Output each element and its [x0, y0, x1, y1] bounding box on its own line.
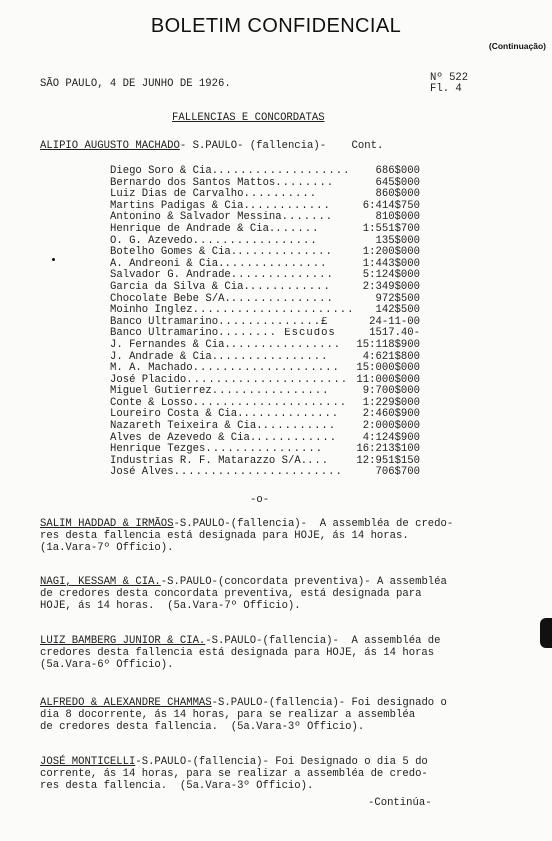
creditor-row: Miguel Gutierrez ................ 9:700$000 [110, 385, 420, 398]
creditor-row: Bernardo dos Santos Mattos ........ 645$000 [110, 176, 420, 189]
creditor-row: J. Fernandes & Cia. ............... 15:118$900 [110, 338, 420, 351]
case-name: ALIPIO AUGUSTO MACHADO [40, 140, 180, 152]
creditor-row: Salvador G. Andrade .............. 5:124$000 [110, 269, 420, 282]
notice-company: ALFREDO & ALEXANDRE CHAMMAS [40, 697, 212, 709]
notice-company: NAGI, KESSAM & CIA. [40, 576, 161, 588]
creditor-row: Henrique Tezges ................ 16:213$100 [110, 443, 420, 456]
first-case-heading [40, 140, 383, 153]
ink-dot [52, 258, 55, 261]
cont-label: Cont. [351, 140, 384, 152]
case-suffix: - S.PAULO- (fallencia)- [179, 140, 327, 152]
creditor-row: M. A. Machado .................... 15:000$000 [110, 362, 420, 375]
notice-company: JOSÉ MONTICELLI [40, 756, 136, 768]
creditor-row: Conte & Losso ..................... 1:229$000 [110, 396, 420, 409]
bulletin-title: BOLETIM CONFIDENCIAL [150, 15, 402, 37]
creditor-row: Antonino & Salvador Messina ....... 810$000 [110, 211, 420, 224]
creditor-list [110, 166, 420, 479]
creditor-row: Henrique de Andrade & Cia. ...... 1:551$700 [110, 222, 420, 235]
creditor-row: A. Andreoni & Cia. .............. 1:443$000 [110, 257, 420, 270]
notice-paragraph: JOSÉ MONTICELLI-S.PAULO-(fallencia)- Foi Designado o dia 5 do corrente, ás 14 horas, para se realizar a assembléa de credo- res desta fallencia. (5a.Vara-3º Officio). [40, 756, 428, 792]
creditor-row: José Alves ....................... 706$700 [110, 466, 420, 479]
creditor-row: Alves de Azevedo & Cia. ........... 4:124$900 [110, 431, 420, 444]
creditor-row: Luiz Dias de Carvalho .......... 860$000 [110, 188, 420, 201]
ink-blot [540, 618, 552, 648]
creditor-row: Botelho Gomes & Cia. ............. 1:200$000 [110, 246, 420, 259]
continua-label: -Continúa- [368, 797, 432, 809]
creditor-row: Chocolate Bebe S/A. .............. 972$500 [110, 292, 420, 305]
creditor-row: O. G. Azevedo ................. 135$000 [110, 234, 420, 247]
separator: -o- [250, 494, 270, 506]
sheet-number: Fl. 4 [430, 83, 462, 95]
creditor-row: Moinho Inglez ...................... 142$500 [110, 304, 420, 317]
creditor-row: José Placido ...................... 11:000$000 [110, 373, 420, 386]
creditor-row: Martins Padigas & Cia. ........... 6:414$750 [110, 199, 420, 212]
notice-paragraph: ALFREDO & ALEXANDRE CHAMMAS-S.PAULO-(fallencia)- Foi designado o dia 8 docorrente, ás 14 horas, para se realizar a assembléa de credores desta fallencia. (5a.Vara-3º Officio). [40, 697, 447, 733]
dateline: SÃO PAULO, 4 DE JUNHO DE 1926. [40, 78, 231, 90]
notice-paragraph: LUIZ BAMBERG JUNIOR & CIA.-S.PAULO-(fallencia)- A assembléa de credores desta fallencia está designada para HOJE, ás 14 horas (5a.Vara-6º Officio). [40, 635, 441, 671]
issue-number: Nº 522 [430, 72, 469, 84]
creditor-row: Nazareth Teixeira & Cia. .......... 2:000$000 [110, 420, 420, 433]
creditor-row: Diego Soro & Cia. .................. 686$000 [110, 165, 420, 177]
creditor-row: Banco Ultramarino ..............£ 24-11-00 [110, 315, 420, 328]
notice-paragraph: SALIM HADDAD & IRMÃOS-S.PAULO-(fallencia)- A assembléa de credo- res desta fallencia está designada para HOJE, ás 14 horas. (1a.Vara-7º Officio). [40, 518, 454, 554]
notice-company: LUIZ BAMBERG JUNIOR & CIA. [40, 635, 206, 647]
section-title: FALLENCIAS E CONCORDATAS [172, 112, 325, 124]
creditor-row: Industrias R. F. Matarazzo S/A. ... 12:951$150 [110, 454, 420, 467]
creditor-row: Banco Ultramarino ........ Escudos 1517.40- [110, 327, 420, 340]
bulletin-number [430, 73, 468, 95]
continuation-label: (Continuação) [488, 41, 546, 51]
creditor-row: J. Andrade & Cia. ............... 4:621$800 [110, 350, 420, 363]
notice-paragraph: NAGI, KESSAM & CIA.-S.PAULO-(concordata preventiva)- A assembléa de credores desta concordata preventiva, está designada para HOJE, ás 14 horas. (5a.Vara-7º Officio). [40, 576, 447, 612]
creditor-row: Garcia da Silva & Cia. ........... 2:349$000 [110, 280, 420, 293]
notice-company: SALIM HADDAD & IRMÃOS [40, 518, 174, 530]
creditor-row: Loureiro Costa & Cia. ............. 2:460$900 [110, 408, 420, 421]
